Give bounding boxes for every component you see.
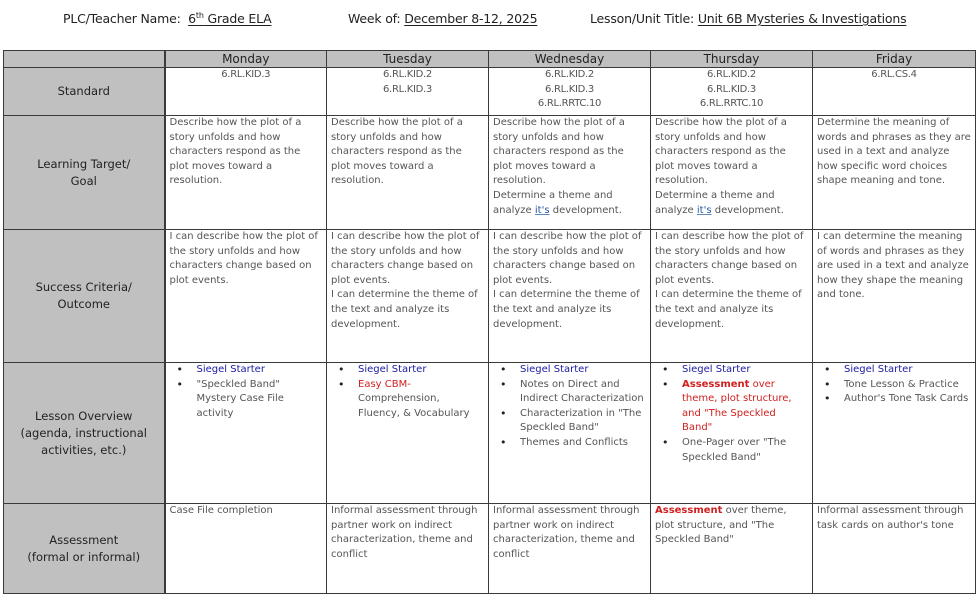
assessment-monday: Case File completion xyxy=(165,504,327,594)
corner-cell xyxy=(4,51,165,68)
row-label-lesson-overview: Lesson Overview (agenda, instructional activities, etc.) xyxy=(4,363,165,504)
lesson-overview-tuesday xyxy=(327,363,489,504)
success-criteria-monday: I can describe how the plot of the story unfolds and how characters change based on plot events. xyxy=(165,230,327,363)
list-item: • Siegel Starter xyxy=(170,363,323,378)
day-header-row xyxy=(4,51,976,68)
assessment-wednesday: Informal assessment through partner work on indirect characterization, theme and conflict xyxy=(489,504,651,594)
day-header-wednesday: Wednesday xyxy=(489,51,651,68)
row-label-assessment: Assessment (formal or informal) xyxy=(4,504,165,594)
learning-target-tuesday: Describe how the plot of a story unfolds and how characters respond as the plot moves toward a resolution. xyxy=(327,116,489,230)
list-item: • Tone Lesson & Practice xyxy=(817,378,971,393)
teacher-value: 6th Grade ELA xyxy=(188,11,272,26)
list-item: • Siegel Starter xyxy=(817,363,971,378)
day-header-monday: Monday xyxy=(165,51,327,68)
learning-target-row xyxy=(4,116,976,230)
teacher-name-field xyxy=(63,11,271,26)
lesson-overview-row xyxy=(4,363,976,504)
success-criteria-tuesday: I can describe how the plot of the story unfolds and how characters change based on plot events. I can determine the theme of the text and analyze its development. xyxy=(327,230,489,363)
lesson-overview-friday xyxy=(813,363,976,504)
plan-header xyxy=(0,11,979,31)
list-item: • Assessment over theme, plot structure, and "The Speckled Band" xyxy=(655,378,808,436)
row-label-learning-target: Learning Target/ Goal xyxy=(4,116,165,230)
list-item: • One-Pager over "The Speckled Band" xyxy=(655,436,808,465)
standard-thursday: 6.RL.KID.2 6.RL.KID.3 6.RL.RRTC.10 xyxy=(651,68,813,116)
day-header-friday: Friday xyxy=(813,51,976,68)
teacher-label: PLC/Teacher Name: xyxy=(63,11,181,26)
learning-target-monday: Describe how the plot of a story unfolds and how characters respond as the plot moves toward a resolution. xyxy=(165,116,327,230)
assessment-row xyxy=(4,504,976,594)
lesson-plan-table xyxy=(3,50,976,594)
list-item: • Siegel Starter xyxy=(493,363,646,378)
assessment-tuesday: Informal assessment through partner work on indirect characterization, theme and conflict xyxy=(327,504,489,594)
list-item: • Siegel Starter xyxy=(655,363,808,378)
standard-friday: 6.RL.CS.4 xyxy=(813,68,976,116)
its-spelling-mark: it's xyxy=(696,204,712,216)
standard-row xyxy=(4,68,976,116)
lesson-overview-thursday xyxy=(651,363,813,504)
standard-wednesday: 6.RL.KID.2 6.RL.KID.3 6.RL.RRTC.10 xyxy=(489,68,651,116)
standard-tuesday: 6.RL.KID.2 6.RL.KID.3 xyxy=(327,68,489,116)
standard-monday: 6.RL.KID.3 xyxy=(165,68,327,116)
success-criteria-wednesday: I can describe how the plot of the story unfolds and how characters change based on plot events. I can determine the theme of the text and analyze its development. xyxy=(489,230,651,363)
list-item: • Notes on Direct and Indirect Characterization xyxy=(493,378,646,407)
day-header-tuesday: Tuesday xyxy=(327,51,489,68)
learning-target-thursday: Describe how the plot of a story unfolds and how characters respond as the plot moves toward a resolution. Determine a theme and analyze it's development. xyxy=(651,116,813,230)
learning-target-wednesday: Describe how the plot of a story unfolds and how characters respond as the plot moves toward a resolution. Determine a theme and analyze it's development. xyxy=(489,116,651,230)
list-item: • "Speckled Band" Mystery Case File activity xyxy=(170,378,323,422)
assessment-friday: Informal assessment through task cards on author's tone xyxy=(813,504,976,594)
week-value: December 8-12, 2025 xyxy=(404,11,538,26)
list-item: • Author's Tone Task Cards xyxy=(817,392,971,407)
day-header-thursday: Thursday xyxy=(651,51,813,68)
unit-title-field xyxy=(590,11,906,26)
row-label-standard: Standard xyxy=(4,68,165,116)
list-item: • Themes and Conflicts xyxy=(493,436,646,451)
list-item: • Characterization in "The Speckled Band" xyxy=(493,407,646,436)
list-item: • Siegel Starter xyxy=(331,363,484,378)
unit-label: Lesson/Unit Title: xyxy=(590,11,695,26)
row-label-success-criteria: Success Criteria/ Outcome xyxy=(4,230,165,363)
success-criteria-row xyxy=(4,230,976,363)
learning-target-friday: Determine the meaning of words and phrases as they are used in a text and analyze how specific word choices shape meaning and tone. xyxy=(813,116,976,230)
success-criteria-thursday: I can describe how the plot of the story unfolds and how characters change based on plot events. I can determine the theme of the text and analyze its development. xyxy=(651,230,813,363)
assessment-thursday: Assessment over theme, plot structure, and "The Speckled Band" xyxy=(651,504,813,594)
lesson-overview-monday xyxy=(165,363,327,504)
success-criteria-friday: I can determine the meaning of words and phrases as they are used in a text and analyze how they shape the meaning and tone. xyxy=(813,230,976,363)
its-spelling-mark: it's xyxy=(534,204,550,216)
week-label: Week of: xyxy=(348,11,401,26)
unit-value: Unit 6B Mysteries & Investigations xyxy=(697,11,907,26)
list-item: • Easy CBM- Comprehension, Fluency, & Vocabulary xyxy=(331,378,484,422)
lesson-overview-wednesday xyxy=(489,363,651,504)
week-field xyxy=(348,11,537,26)
